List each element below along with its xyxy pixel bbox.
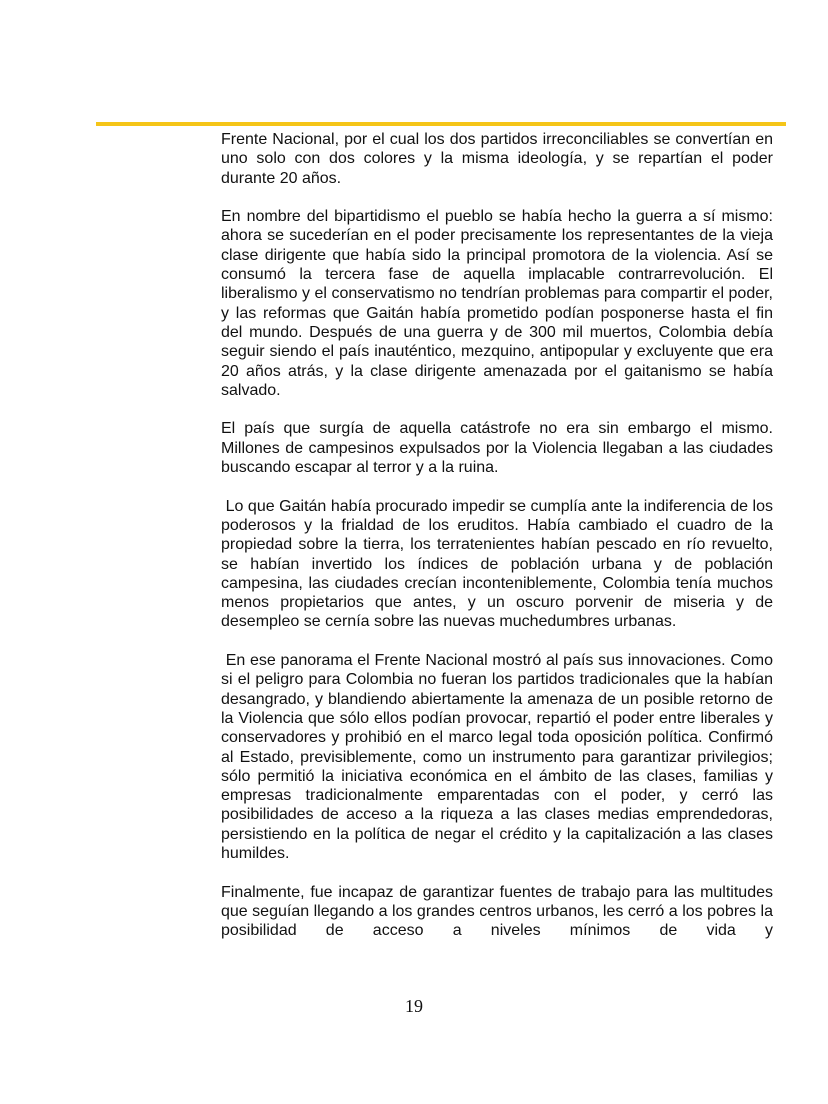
paragraph-5: En ese panorama el Frente Nacional mostró al país sus innovaciones. Como si el peligro para Colombia no fueran los partidos tradicionales que la habían desangrado, y blandiendo abiertamente la amenaza de un posible retorno de la Violencia que sólo ellos podían provocar, repartió el poder entre liberales y conservadores y prohibió en el marco legal toda oposición política. Confirmó al Estado, previsiblemente, como un instrumento para garantizar privilegios; sólo permitió la iniciativa económica en el ámbito de las clases, familias y empresas tradicionalmente emparentadas con el poder, y cerró las posibilidades de acceso a la riqueza a las clases medias emprendedoras, persistiendo en la política de negar el crédito y la capitalización a las clases humildes. (221, 652, 778, 862)
page-number: 19 (405, 996, 423, 1016)
paragraph-2: En nombre del bipartidismo el pueblo se había hecho la guerra a sí mismo: ahora se sucederían en el poder precisamente los representantes de la vieja clase dirigente que había sido la principal promotora de la violencia. Así se consumó la tercera fase de aquella implacable contrarrevolución. El liberalismo y el conservatismo no tendrían problemas para compartir el poder, y las reformas que Gaitán había prometido podían posponerse hasta el fin del mundo. Después de una guerra y de 300 mil muertos, Colombia debía seguir siendo el país inauténtico, mezquino, antipopular y excluyente que era 20 años atrás, y la clase dirigente amenazada por el gaitanismo se había salvado. (221, 208, 773, 399)
paragraph-6: Finalmente, fue incapaz de garantizar fuentes de trabajo para las multitudes que seguían llegando a los grandes centros urbanos, les cerró a los pobres la posibilidad de acceso a niveles mínimos de vida y (221, 883, 773, 940)
paragraph-4: Lo que Gaitán había procurado impedir se cumplía ante la indiferencia de los poderosos y la frialdad de los eruditos. Había cambiado el cuadro de la propiedad sobre la tierra, los terratenientes habían pescado en río revuelto, se habían invertido los índices de población urbana y de población campesina, las ciudades crecían inconteniblemente, Colombia tenía muchos menos propietarios que antes, y un oscuro porvenir de miseria y de desempleo se cernía sobre las nuevas muchedumbres urbanas. (221, 497, 778, 631)
header-rule (96, 122, 786, 126)
paragraph-3: El país que surgía de aquella catástrofe no era sin embargo el mismo. Millones de campesinos expulsados por la Violencia llegaban a las ciudades buscando escapar al terror y a la ruina. (221, 420, 773, 477)
paragraph-1: Frente Nacional, por el cual los dos partidos irreconciliables se convertían en uno solo con dos colores y la misma ideología, y se repartían el poder durante 20 años. (221, 131, 773, 187)
body-text (221, 130, 778, 940)
